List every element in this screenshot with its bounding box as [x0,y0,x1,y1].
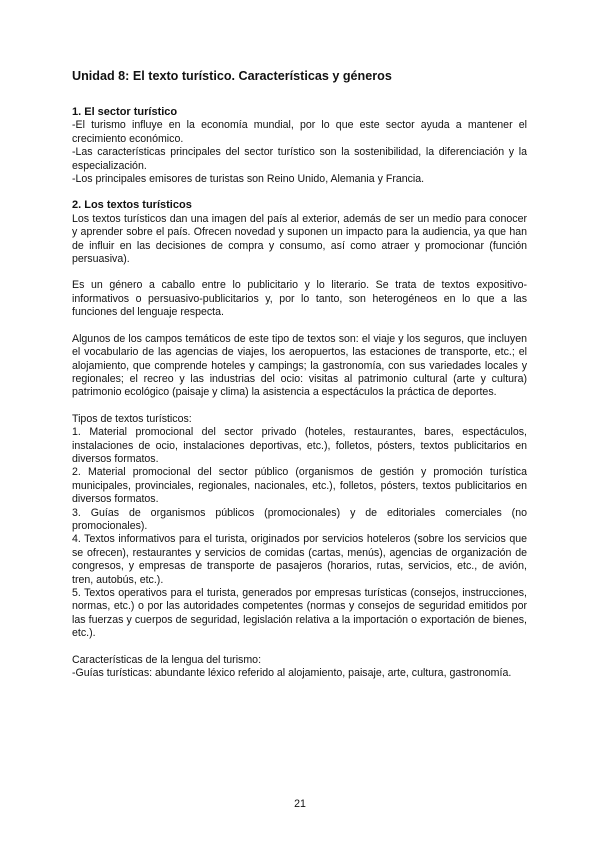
section-heading-sector-turistico: 1. El sector turístico [72,106,178,118]
page-number: 21 [294,798,306,810]
language-heading: Características de la lengua del turismo: [72,653,262,666]
paragraph-sector-3: -Los principales emisores de turistas son Reino Unido, Alemania y Francia. [72,173,425,186]
language-item-1: -Guías turísticas: abundante léxico referido al alojamiento, paisaje, arte, cultura, gastronomía. [72,667,512,680]
type-item-2: 2. Material promocional del sector público (organismos de gestión y promoción turística municipales, provinciales, regionales, nacionales, etc.), folletos, pósters, textos publicitarios en diversos formatos. [72,466,527,506]
paragraph-sector-2: -Las características principales del sector turístico son la sostenibilidad, la diferenciación y la especialización. [72,146,527,172]
document-page [72,68,527,680]
paragraph-textos-2: Es un género a caballo entre lo publicitario y lo literario. Se trata de textos expositivo-informativos o persuasivo-publicitarios y, por lo tanto, son heterogéneos en lo que a las funciones del lenguaje respecta. [72,279,527,319]
types-heading: Tipos de textos turísticos: [72,412,192,425]
type-item-3: 3. Guías de organismos públicos (promocionales) y de editoriales comerciales (no promocionales). [72,506,527,532]
paragraph-sector-1: -El turismo influye en la economía mundial, por lo que este sector ayuda a mantener el crecimiento económico. [72,119,527,145]
paragraph-textos-1: Los textos turísticos dan una imagen del país al exterior, además de ser un medio para conocer y aprender sobre el país. Ofrecen novedad y suponen un impacto para la audiencia, ya que han de influir en las decisiones de compra y consumo, así como atraer y promocionar (función persuasiva). [72,212,527,266]
section-heading-textos-turisticos: 2. Los textos turísticos [72,199,192,212]
type-item-5: 5. Textos operativos para el turista, generados por empresas turísticas (consejos, instrucciones, normas, etc.) o por las autoridades competentes (normas y consejos de seguridad emitidos por las fuerzas y cuerpos de seguridad, legislación relativa a la importación o exportación de bienes, etc.). [72,587,527,640]
paragraph-textos-3: Algunos de los campos temáticos de este tipo de textos son: el viaje y los seguros, que incluyen el vocabulario de las agencias de viajes, los aeropuertos, las estaciones de transporte, etc.; el alojamiento, que comprende hoteles y campings; la gastronomía, con sus variedades locales y regionales; el recreo y las industrias del ocio: visitas al patrimonio cultural (arte y cultura) patrimonio ecológico (paisaje y clima) la asistencia a espectáculos la práctica de deportes. [72,332,527,399]
document-title: Unidad 8: El texto turístico. Características y géneros [72,69,392,83]
type-item-1: 1. Material promocional del sector privado (hoteles, restaurantes, bares, espectáculos, instalaciones de ocio, instalaciones deportivas, etc.), folletos, pósters, textos publicitarios en diversos formatos. [72,426,527,465]
type-item-4: 4. Textos informativos para el turista, originados por servicios hoteleros (sobre los servicios que se ofrecen), restaurantes y servicios de comidas (cartas, menús), agencias de organización de congresos, y empresas de transporte de pasajeros (horarios, rutas, servicios, etc., de avión, tren, autobús, etc.). [72,533,527,586]
